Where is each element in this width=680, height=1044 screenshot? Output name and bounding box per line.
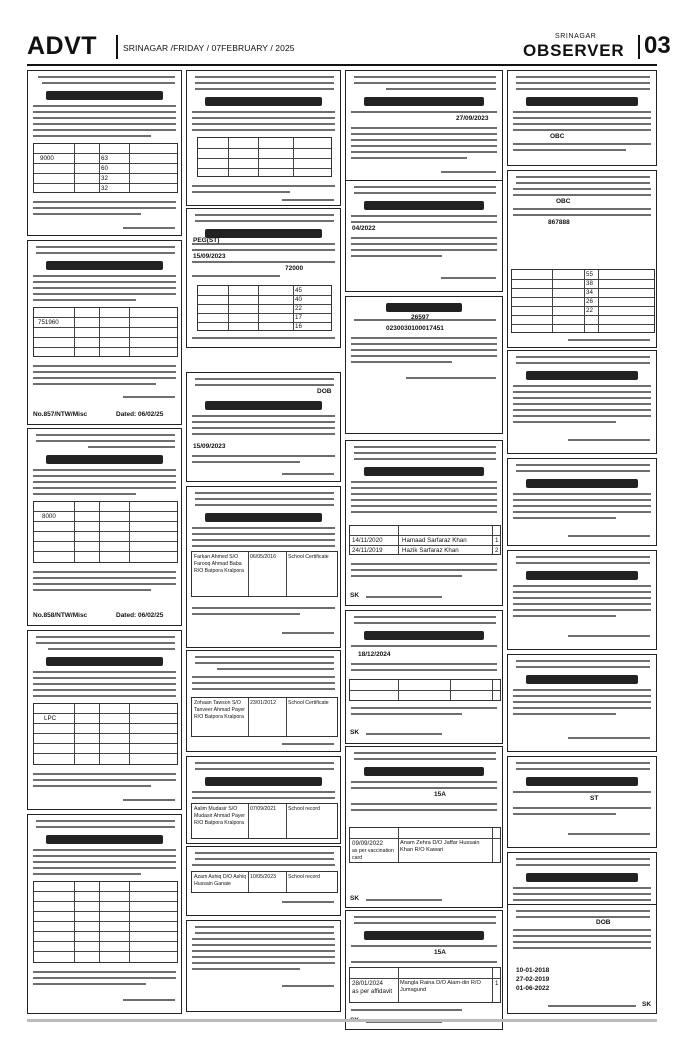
notice-date: 18/12/2024 (358, 651, 391, 658)
notice-heading (526, 675, 638, 684)
table-cell: 26 (586, 298, 593, 305)
notice-heading (386, 303, 462, 312)
table-cell: 40 (295, 296, 302, 303)
table-cell: 751960 (38, 319, 59, 326)
table-cell: 63 (101, 155, 108, 162)
table-cell: 14/11/2020 (352, 537, 383, 544)
page-number: 03 (644, 32, 671, 59)
table-cell: 1 (495, 537, 499, 544)
amount-value: 72000 (285, 265, 304, 272)
table-cell: 45 (295, 287, 302, 294)
category-mark: OBC (556, 198, 571, 205)
notice-heading (46, 835, 163, 844)
category-mark: ST (590, 795, 599, 802)
masthead-divider (116, 35, 118, 59)
data-table (33, 501, 178, 563)
notice-c1c (27, 428, 182, 626)
data-table (33, 703, 178, 765)
data-table (33, 881, 178, 963)
table-cell: 34 (586, 289, 593, 296)
data-table (33, 307, 178, 357)
notice-heading (205, 97, 322, 106)
notice-date: 27-02-2019 (516, 976, 550, 983)
notice-heading (364, 931, 484, 940)
notice-heading (526, 479, 638, 488)
office-tag: SK (350, 895, 360, 902)
table-cell: 22 (295, 305, 302, 312)
data-table (191, 697, 338, 737)
dateline: SRINAGAR /FRIDAY / 07FEBRUARY / 2025 (123, 43, 295, 53)
reference-number: 26597 (411, 314, 430, 321)
notice-c1e (27, 814, 182, 1014)
table-cell: 60 (101, 165, 108, 172)
table-cell: LPC (44, 715, 57, 722)
notice-date: 15/09/2023 (193, 443, 226, 450)
notice-c4h (507, 654, 657, 752)
table-cell: 09/09/2022 (352, 840, 383, 847)
notice-c4g (507, 550, 657, 650)
notice-c1b (27, 240, 182, 425)
category-mark: OBC (550, 133, 565, 140)
notice-c1d (27, 630, 182, 810)
table-cell: School Certificate (288, 554, 329, 560)
notice-heading (364, 201, 484, 210)
notice-c3e (345, 610, 503, 744)
notice-heading (526, 97, 638, 106)
table-cell: 9000 (40, 155, 54, 162)
notice-date: 10-01-2018 (516, 967, 550, 974)
table-cell: 2 (495, 547, 499, 554)
data-table (349, 967, 501, 1003)
data-table (197, 285, 332, 331)
table-cell: Farkan Ahmed S/O Farooq Ahmad Baba R/O Batpora Kralpora (194, 554, 244, 574)
table-cell: 23/01/2012 (250, 700, 276, 706)
data-table (191, 803, 338, 839)
notice-date: 04/2022 (352, 225, 376, 232)
table-cell: 55 (586, 271, 593, 278)
table-cell: 07/09/2021 (250, 806, 276, 812)
notice-c2e (186, 650, 341, 752)
table-cell: Anam Zehra D/O Jaffar Hussain Khan R/O Kawari (400, 840, 480, 853)
top-rule (27, 64, 657, 66)
data-table (349, 525, 501, 555)
office-tag: SK (350, 592, 360, 599)
notice-c2g (186, 846, 341, 916)
notice-heading (205, 777, 322, 786)
table-cell: 06/05/2016 (250, 554, 276, 560)
notice-heading (526, 873, 638, 882)
data-table (33, 143, 178, 193)
notice-heading (526, 777, 638, 786)
table-cell: 1 (495, 980, 499, 987)
notice-c2a (186, 70, 341, 206)
amount-value: 867888 (548, 219, 570, 226)
data-table (349, 827, 501, 863)
notice-c4e (507, 350, 657, 454)
notice-c4f (507, 458, 657, 546)
notice-c2c (186, 372, 341, 482)
data-table (197, 137, 332, 177)
notice-heading (364, 631, 484, 640)
notice-c3d (345, 440, 503, 606)
notice-c2b (186, 208, 341, 348)
masthead (27, 30, 671, 62)
notice-heading (46, 657, 163, 666)
category-mark: DOB (317, 388, 332, 395)
reference-number: No.857/NTW/Misc (33, 411, 88, 418)
table-cell: 16 (295, 323, 302, 330)
notice-date: 01-06-2022 (516, 985, 550, 992)
notice-c4c (507, 756, 657, 848)
table-cell: Azam Ashiq D/O Ashiq Hussain Ganaie (194, 874, 247, 887)
table-cell: as per vaccination card (352, 848, 394, 861)
notice-heading (205, 229, 322, 238)
bottom-rule (27, 1019, 657, 1022)
notice-heading (46, 455, 163, 464)
table-cell: School record (288, 806, 321, 812)
notice-heading (364, 767, 484, 776)
notice-heading (364, 467, 484, 476)
notice-heading (364, 97, 484, 106)
notice-c3a (345, 70, 503, 196)
notice-heading (46, 91, 163, 100)
notice-c2f (186, 756, 341, 844)
notice-c4d (507, 904, 657, 1014)
notice-heading (46, 261, 163, 270)
notice-date: Dated: 06/02/25 (116, 612, 164, 619)
notice-c1a (27, 70, 182, 236)
table-cell: 32 (101, 185, 108, 192)
category-mark: 15A (434, 949, 446, 956)
notice-date: 27/09/2023 (456, 115, 489, 122)
category-mark: 15A (434, 791, 446, 798)
data-table (191, 551, 338, 597)
notice-c3c (345, 296, 503, 434)
table-cell: 22 (586, 307, 593, 314)
table-cell: 17 (295, 314, 302, 321)
notice-heading (526, 371, 638, 380)
table-cell: School record (288, 874, 321, 880)
table-cell: Hazik Sarfaraz Khan (402, 547, 459, 554)
notice-date: Dated: 06/02/25 (116, 411, 164, 418)
table-cell: School Certificate (288, 700, 329, 706)
office-tag: SK (642, 1001, 652, 1008)
reference-number: No.858/NTW/Misc (33, 612, 88, 619)
table-cell: 10/05/2023 (250, 874, 276, 880)
notice-c4a (507, 170, 657, 348)
section-label: ADVT (27, 32, 98, 60)
category-mark: DOB (596, 919, 611, 926)
table-cell: as per affidavit (352, 988, 393, 995)
notice-heading (526, 571, 638, 580)
notice-heading (205, 513, 322, 522)
data-table (191, 871, 338, 893)
masthead-divider (638, 35, 640, 59)
notice-c3f (345, 746, 503, 908)
account-number: 0230030100017451 (386, 325, 444, 332)
table-cell: Mangla Raina D/O Alam-din R/O Jumagund (400, 980, 481, 993)
notice-c2d (186, 486, 341, 648)
table-cell: 24/11/2019 (352, 547, 383, 554)
notice-c3g (345, 910, 503, 1030)
notice-c4z (507, 70, 657, 166)
table-cell: Hamaad Sarfaraz Khan (402, 537, 467, 544)
table-cell: 28/01/2024 (352, 980, 383, 987)
data-table (349, 679, 501, 701)
table-cell: 8000 (42, 513, 56, 520)
office-tag: SK (350, 729, 360, 736)
notice-date: 15/09/2023 (193, 253, 226, 260)
notice-heading (205, 401, 322, 410)
masthead-logo-title: OBSERVER (523, 41, 625, 60)
data-table (511, 269, 655, 333)
table-cell: Zohaan Tawson S/O Tanveer Ahmad Payer R/O Batpora Kralpora (194, 700, 246, 720)
masthead-logo: SRINAGAR (555, 33, 597, 40)
notice-c2h (186, 920, 341, 1012)
notice-c3b (345, 180, 503, 292)
table-cell: 38 (586, 280, 593, 287)
table-cell: Aalim Mudasir S/O Mudasir Ahmad Payer R/O Batpora Kralpora (194, 806, 246, 826)
category-mark: PEG(ST) (193, 237, 220, 244)
table-cell: 32 (101, 175, 108, 182)
